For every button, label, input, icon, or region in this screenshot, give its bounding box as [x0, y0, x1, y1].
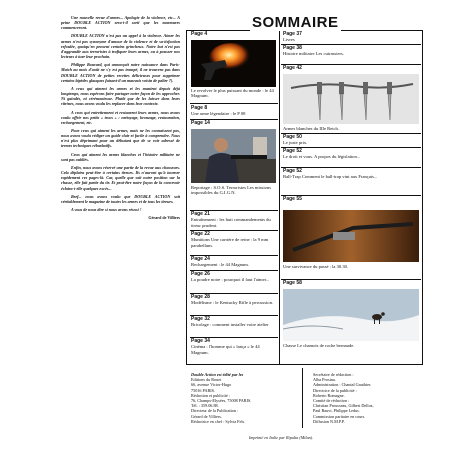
- credits-line: Administration : Chantal Gauthier.: [313, 382, 372, 388]
- credits-line: Rédactrice en chef : Sylvia Fels.: [191, 418, 246, 424]
- item-text: Chasse Le chamois de roche bernaude.: [283, 343, 355, 348]
- sommaire-item-text: [283, 264, 419, 269]
- credits-line: Commission paritaire en cours.: [313, 413, 366, 419]
- page-number: Page 52: [283, 168, 302, 174]
- credits-line: Directrice de la publicité :: [313, 387, 357, 393]
- credits-line: 76, Champs-Elysées, 75008 PARIS.: [191, 398, 252, 404]
- item-text: La poudre noire : pourquoi il faut l'aimer...: [191, 277, 270, 283]
- editorial-paragraph: DOUBLE ACTION n'est pas un appel à la violence. Aimer les armes n'est pas synonyme d'amour de la violence et de sa-tisfaction refoulée, quoiqu'en pensent certains grincheux. Notre but n'est pas d'aggrandir aux terroristes à trafiquer leurs armes, ou à pousser nos lecteurs à tuer leur prochain.: [61, 33, 180, 60]
- credits-line: 75016 PARIS.: [191, 387, 216, 393]
- item-text: Ball-Trap Comment le ball-trap vint aux Français...: [283, 174, 378, 180]
- sommaire-item-text: [191, 185, 276, 196]
- editorial-signature: Gérard de Villiers: [148, 215, 180, 221]
- page-number: Page 4: [191, 31, 208, 37]
- editorial-paragraph: Pour ceux qui aiment les armes, mais ne les connaissent pas, nous avons voulu rédiger un guide clair et facile à comprendre. Nous n'est plus déprimant pour un débutant que de se voir adressé de termes techniques rébarbatifs.: [61, 127, 180, 149]
- sommaire-item-page-26[interactable]: [191, 272, 276, 283]
- sommaire-item-page-58[interactable]: [283, 281, 419, 286]
- page-number: Page 58: [283, 280, 302, 286]
- printer-line: Imprimé en Italie par Ripalta (Milan).: [249, 435, 314, 440]
- item-text: Une survivance du passé : la 30.30.: [283, 264, 349, 269]
- page-number: Page 8: [191, 105, 208, 111]
- credits-line: Rédaction et publicité :: [191, 392, 230, 398]
- page-number: Page 55: [283, 196, 302, 202]
- item-text: Une arme légendaire : le P 08: [191, 111, 246, 117]
- credits-box: [189, 368, 421, 442]
- item-text: Le revolver le plus puissant du monde : le 44 Magnum.: [191, 88, 274, 99]
- credits-line: Roberto Romagne.: [313, 392, 345, 398]
- divider: [281, 64, 421, 65]
- column-divider: [279, 31, 280, 364]
- editorial-paragraph: Une nouvelle revue d'armes... Apologie de la violence, etc... A peine DOUBLE ACTION sera-t-il sorti que les murmures commenceront.: [61, 15, 180, 31]
- sommaire-item-page-32[interactable]: [191, 317, 276, 328]
- item-text: Entraînement : les huit commandements du tireur prudent.: [191, 217, 271, 228]
- editorial-paragraph: A vous de nous dire si nous avons réussi !: [71, 207, 142, 212]
- page-number: Page 37: [283, 31, 302, 37]
- editorial-column: [61, 15, 180, 445]
- item-text: Armes blanches du IIIe Reich.: [283, 126, 339, 131]
- item-text: Histoire militaire Les cuirassiers.: [283, 51, 344, 57]
- sommaire-item-page-14[interactable]: [191, 121, 276, 126]
- item-text: Le droit et vous. A propos du législation...: [283, 154, 361, 160]
- credits-line: Secrétaire de rédaction :: [313, 372, 354, 377]
- sommaire-item-page-34[interactable]: [191, 339, 276, 355]
- page-number: Page 42: [283, 65, 302, 71]
- credits-line: Diffusion N.M.P.P.: [313, 418, 345, 424]
- item-text: Cinéma : l'homme qui « lança » le 44 Magnum.: [191, 344, 260, 355]
- credits-left-column: [191, 372, 303, 424]
- sommaire-item-page-42[interactable]: [283, 66, 419, 71]
- page-number: Page 26: [191, 271, 210, 277]
- page-number: Page 34: [191, 338, 210, 344]
- editorial-paragraph: A ceux qui aiment les armes et les manient depuis déjà longtemps, nous espérons faire partager notre façon de les approcher. Ni gaindés, ni cérémonieuse. Plutôt que de les laisser dans leurs vitrines, nous avons voulu les replacer dans leur contexte.: [61, 85, 180, 107]
- item-text: Livres: [283, 37, 295, 43]
- item-text: Bricolage : comment installer votre atelier: [191, 322, 269, 328]
- item-text: Reportage : S.O.S. Terroristes Les missions impossibles du G.I.G.N.: [191, 185, 271, 196]
- credits-line: Gérard de Villiers.: [191, 413, 222, 419]
- divider: [281, 133, 421, 134]
- credits-line: 66, avenue Victor-Hugo: [191, 382, 232, 388]
- credits-line: Editions du Rouet: [191, 377, 222, 383]
- revolver-photo: [191, 40, 276, 87]
- page-number: Page 28: [191, 294, 210, 300]
- divider: [281, 279, 421, 280]
- credits-divider: [302, 368, 303, 428]
- page-number: Page 24: [191, 256, 210, 262]
- sommaire-item-text: [283, 126, 419, 131]
- divider: [281, 167, 421, 168]
- page-number: Page 32: [191, 316, 210, 322]
- item-text: Le juste prix.: [283, 140, 308, 146]
- sommaire-item-page-28[interactable]: [191, 295, 276, 306]
- page-number: Page 14: [191, 120, 210, 126]
- editorial-paragraph: A ceux qui entretiennent et restaurent leurs armes, nous avons voulu offrir nos petits « trucs » : nettoyage, bronzage, restauration, rechargement, etc.: [61, 109, 180, 125]
- divider: [190, 103, 278, 104]
- credits-line: Directeur de la Publication :: [191, 408, 239, 414]
- page-number: Page 50: [283, 134, 302, 140]
- editorial-paragraph: Bref... nous avons voulu que DOUBLE ACTION soit véritablement le magazine de toutes les armes et de tous les tireurs.: [61, 193, 180, 204]
- item-text: Rechargement : le 44 Magnum.: [191, 262, 249, 268]
- editorial-paragraph: Philippe Bouvard, qui annonçait notre naissance dans Paris-Match au mois d'août ne s'y est pas trompé, il ne trouvera pas dans DOUBLE ACTION de petites recettes délicieuses pour supprimer certains bipèdes glauques faisant-il un mauvais voisin de palier ?).: [61, 62, 180, 83]
- credits-line: Comité de rédaction :: [313, 398, 350, 404]
- sommaire-item-text: [283, 343, 419, 348]
- editorial-paragraph: Ceux qui aiment les armes blanches et l'histoire militaire ne sont pas oubliés.: [61, 151, 180, 162]
- sommaire-item-page-8[interactable]: [191, 106, 276, 117]
- sommaire-item-page-50[interactable]: [283, 135, 419, 146]
- chamois-photo: [283, 289, 419, 341]
- sommaire-item-page-52-droit[interactable]: [283, 149, 419, 160]
- sommaire-item-page-52-balltrap[interactable]: [283, 169, 419, 180]
- divider: [281, 44, 421, 45]
- credits-line: Alba Prosina.: [313, 377, 336, 383]
- item-text: Modélisme : le Kentucky Rifle à percussion.: [191, 300, 274, 306]
- sommaire-item-page-55[interactable]: [283, 197, 419, 202]
- item-text: Munitions Une carrière de reine : la 9 mm parabellum.: [191, 237, 269, 248]
- page-number: Page 38: [283, 45, 302, 51]
- credits-line: Paul Bauvi, Philippe Leduc.: [313, 408, 361, 414]
- editorial-paragraph: Enfin, nous avons réservé une partie de la revue aux chasseurs. Cela déplaira peut-être à certains tireurs. Ils n'auront qu'à tourner rapidement ces pages-là. Car, quelle que soit notre position sur la chasse, elle fait partie du tir. Et peut-être notre façon de la concevoir éclaira-t-elle quelques excès...: [61, 164, 180, 191]
- sommaire-item-page-24[interactable]: [191, 257, 276, 268]
- sommaire-item-page-38[interactable]: [283, 46, 419, 57]
- divider: [281, 195, 421, 196]
- daggers-photo: [283, 74, 419, 124]
- page-number: Page 22: [191, 231, 210, 237]
- sommaire-title: SOMMAIRE: [252, 14, 339, 31]
- rifle-photo: [283, 210, 419, 262]
- sommaire-item-page-37[interactable]: [283, 32, 419, 43]
- sommaire-item-page-21[interactable]: [191, 212, 276, 228]
- credits-line: Tél. : 359.06.88.: [191, 403, 219, 409]
- credits-right-column: [313, 372, 425, 424]
- sommaire-item-page-22[interactable]: [191, 232, 276, 248]
- sommaire-item-page-4[interactable]: [191, 32, 276, 37]
- sommaire-item-text: [191, 88, 276, 99]
- page-number: Page 52: [283, 148, 302, 154]
- page-number: Page 21: [191, 211, 210, 217]
- gign-photo: [191, 129, 276, 183]
- divider: [281, 147, 421, 148]
- credits-line: Double Action est édité par les: [191, 372, 244, 377]
- credits-line: Christian Prousseau, Gilbert Delloz,: [313, 403, 374, 409]
